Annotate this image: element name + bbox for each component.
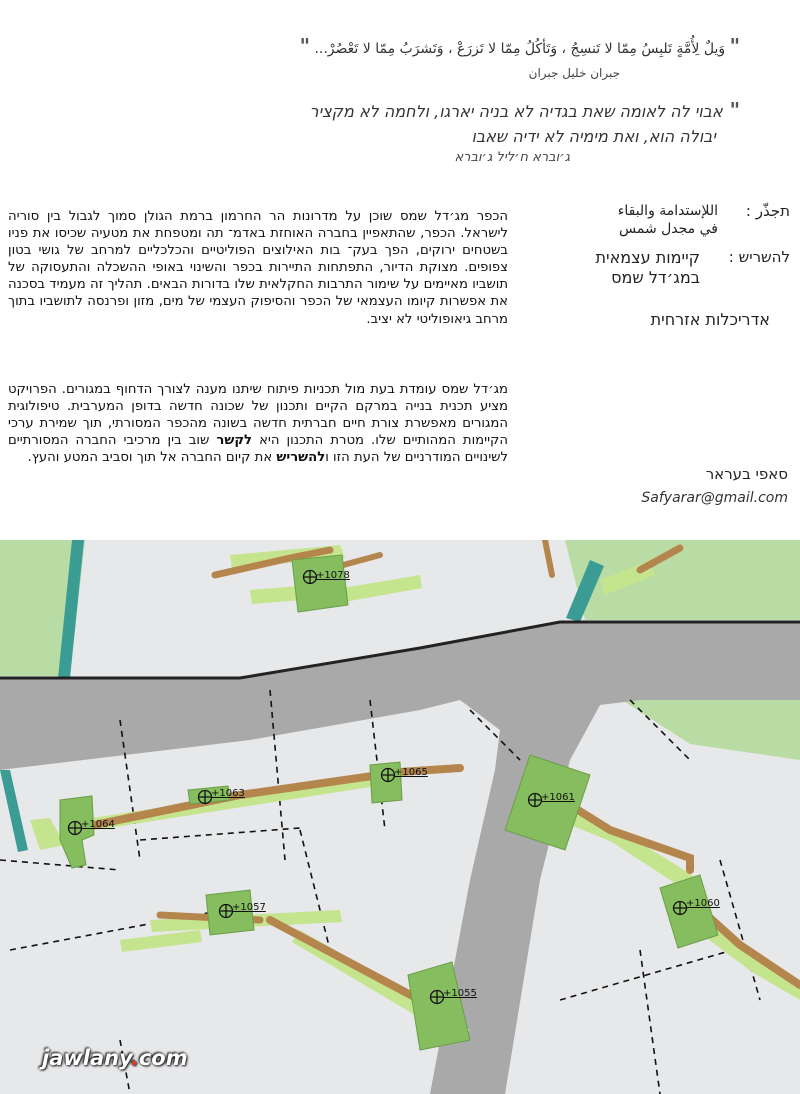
- parcel-label-1063: +1063: [211, 788, 245, 799]
- hebrew-quote-line-1: " אבוי לה לאומה שאת בגדיה לא בניה יארגו, ולחמה לא מקציר: [309, 98, 740, 122]
- root-label: להשריש :: [728, 248, 790, 266]
- tag-value-line-1: اللإستدامة والبقاء: [617, 203, 718, 219]
- parcel-label-1065: +1065: [394, 767, 428, 778]
- tag-label: תجذّر :: [745, 202, 790, 220]
- author-email[interactable]: Safyarar@gmail.com: [641, 490, 788, 506]
- marker-icon-1061: [528, 793, 542, 807]
- quote-mark-close-icon: ": [299, 34, 310, 58]
- arabic-quote-author: جبران خليل جبران: [528, 66, 620, 80]
- bold-word-connect: לקשר: [216, 433, 253, 449]
- parcel-label-1057: +1057: [232, 902, 266, 913]
- marker-icon-1055: [430, 990, 444, 1004]
- quote-mark-icon: ": [722, 98, 740, 122]
- body-paragraph-2: מג׳דל שמס עומדת בעת מול תכניות פיתוח שיתנו מענה לצורך הדחוף במגורים. הפרויקט מציע תכנית בנייה במרקם הקיים ותכנון של שכונה חדשה בדופן המערבית. טיפולוגית המגורים מאפשרת צורת חיים חברתית חדשה בשונה מהכפר המסורתי, תוך שמירת ערכי הקיימות המהותיים שלו. מטרת התכנון היא לקשר שוב בין מרכיבי החברה המסורתיים לשינויים המודרניים של העת הזו ולהשריש את קיום החברה אל תוך וסביב המטע והעץ.: [8, 382, 508, 466]
- parcel-label-1061: +1061: [541, 792, 575, 803]
- hebrew-quote-author: ג׳וברא ח׳ליל ג׳וברא: [454, 150, 570, 165]
- arabic-quote: [180, 34, 740, 58]
- body-paragraph-1: הכפר מג׳דל שמס שוכן על מדרונות הר החרמון ברמת הגולן סמוך לגבול בין סוריה לישראל. הכפר, שהתאפיין בחברה האוחזת באדמ־ תה ומטפחת את מטעיה שכיסו את פניו בשטחים ירוקים, הפך בעק־ בות האילוצים הפוליטיים והכלכליים למרחב של גושי בטון צפופים. מצוקת הדיור, התפתחות התיירות בכפר והשינוי באופי ההשכלה והתעסוקה של תושביו מאיימים על שימור התרבות החקלאית שלו בדורות הבאים. תהליך זה מעמיד בסכנה את אפשרות קיומו העצמאי של הכפר והסיפוק העצמי של מים, מזון ופרנסה לתושביו בתוך מרחב גיאופוליטי לא יציב.: [8, 209, 508, 327]
- author-name: סאפי בעראר: [705, 465, 788, 483]
- department: אדריכלות אזרחית: [650, 310, 770, 329]
- parcel-label-1064: +1064: [81, 819, 115, 830]
- parcel-label-1078: +1078: [316, 570, 350, 581]
- marker-icon-1060: [673, 901, 687, 915]
- marker-icon-1063: [198, 790, 212, 804]
- parcel-label-1060: +1060: [686, 898, 720, 909]
- bold-word-root: להשריש: [276, 450, 326, 466]
- marker-icon-1064: [68, 821, 82, 835]
- tag-value: [558, 202, 718, 238]
- hebrew-quote-line-2: יבולה הוא, ואת מימיה לא ידיה שאבו: [471, 127, 716, 146]
- quote-mark-open-icon: ": [729, 34, 740, 58]
- root-value: [500, 248, 700, 288]
- root-value-line-2: במג׳דל שמס: [611, 268, 700, 287]
- marker-icon-1078: [303, 570, 317, 584]
- block-1078: [292, 555, 348, 612]
- marker-icon-1065: [381, 768, 395, 782]
- marker-icon-1057: [219, 904, 233, 918]
- parcel-label-1055: +1055: [443, 988, 477, 999]
- hebrew-quote: [40, 98, 740, 149]
- site-watermark: jawlany.com: [42, 1046, 188, 1070]
- arabic-quote-text: وَيلٌ لِأُمَّةٍ تَلبِسُ مِمّا لا تَنسِجُ ، وَتَأكُلُ مِمّا لا تَزرَعْ ، وَتَشرَبُ مِمّا لا تَعْصُرْ...: [314, 41, 726, 57]
- site-plan-map: [0, 540, 800, 1094]
- root-value-line-1: קיימות עצמאית: [595, 248, 700, 267]
- tag-value-line-2: في مجدل شمس: [619, 221, 718, 237]
